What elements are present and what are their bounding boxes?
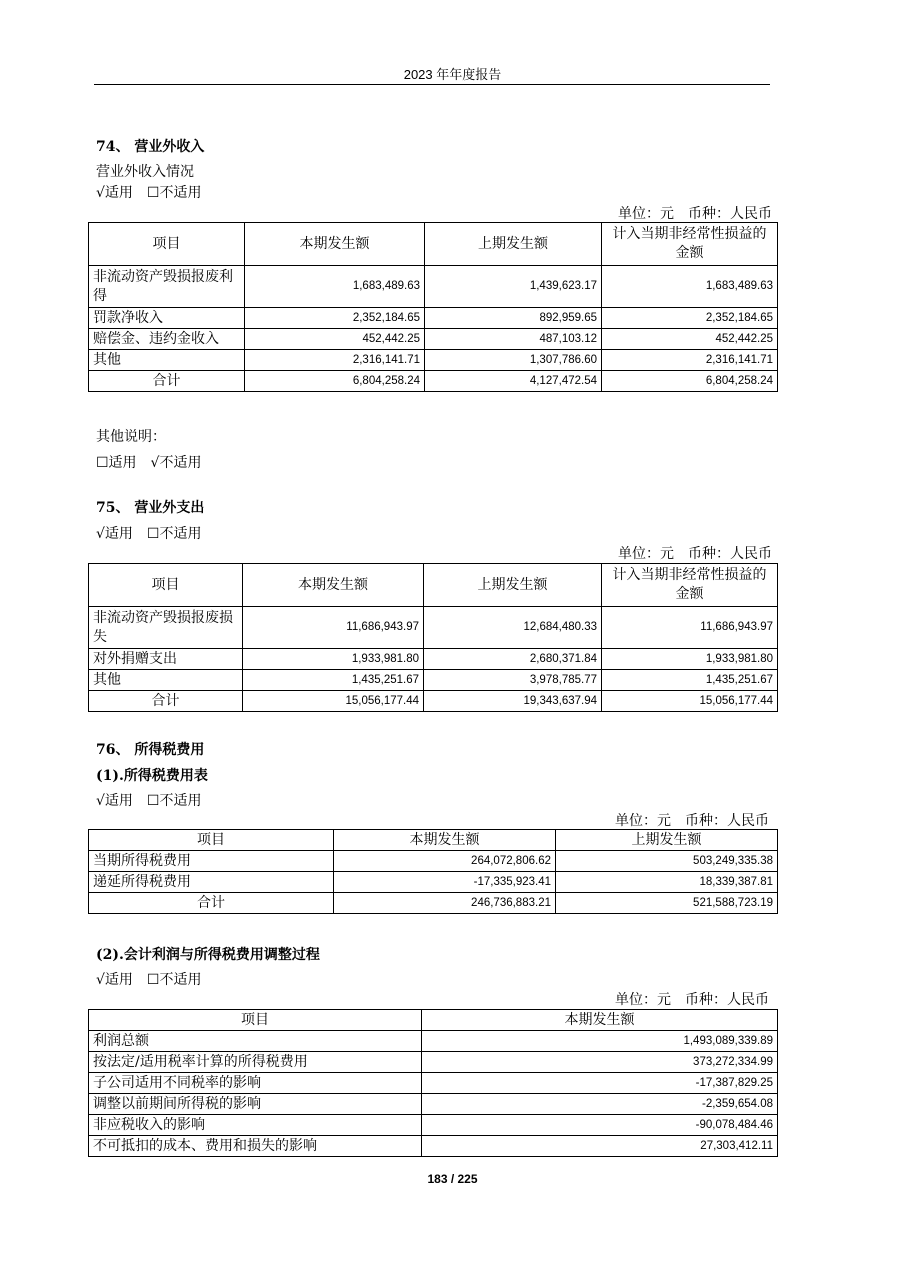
cell-value: 1,933,981.80: [243, 649, 424, 670]
cell-value: 18,339,387.81: [556, 872, 778, 893]
col-header: 上期发生额: [556, 830, 778, 851]
cell-value: 19,343,637.94: [424, 691, 602, 712]
section-76-heading: 76、 所得税费用: [96, 742, 205, 758]
other-note-applicability: ☐适用 √不适用: [96, 455, 202, 471]
row-label: 当期所得税费用: [89, 851, 334, 872]
col-header: 项目: [89, 830, 334, 851]
table-row: [89, 1094, 778, 1115]
row-label: 调整以前期间所得税的影响: [89, 1094, 422, 1115]
cell-value: 12,684,480.33: [424, 607, 602, 649]
cell-value: 246,736,883.21: [334, 893, 556, 914]
section-76-subheading-1: (1).所得税费用表: [96, 768, 208, 784]
cell-value: 1,493,089,339.89: [422, 1031, 778, 1052]
row-label: 赔偿金、违约金收入: [89, 329, 245, 350]
other-note-label: 其他说明：: [96, 429, 166, 445]
cell-value: 2,316,141.71: [602, 350, 778, 371]
table-row: [89, 1115, 778, 1136]
cell-value: 373,272,334.99: [422, 1052, 778, 1073]
section-74-subtitle: 营业外收入情况: [96, 164, 194, 180]
row-label: 对外捐赠支出: [89, 649, 243, 670]
section-75-applicability: √适用 ☐不适用: [96, 526, 202, 542]
row-label: 合计: [89, 893, 334, 914]
cell-value: 892,959.65: [425, 308, 602, 329]
section-75-unit-line: 单位：元 币种：人民币: [618, 546, 772, 562]
section-76-unit-line-2: 单位：元 币种：人民币: [615, 992, 769, 1008]
row-label: 罚款净收入: [89, 308, 245, 329]
table-total-row: [89, 691, 778, 712]
cell-value: 15,056,177.44: [602, 691, 778, 712]
col-header: 项目: [89, 1010, 422, 1031]
section-76-unit-line-1: 单位：元 币种：人民币: [615, 813, 769, 829]
table-income-tax-expense: [88, 829, 778, 914]
table-row: [89, 649, 778, 670]
row-label: 递延所得税费用: [89, 872, 334, 893]
cell-value: 452,442.25: [602, 329, 778, 350]
row-label: 非流动资产毁损报废利得: [89, 266, 245, 308]
cell-value: 2,352,184.65: [602, 308, 778, 329]
col-header: 上期发生额: [425, 223, 602, 266]
header-rule: [94, 84, 770, 85]
page-number: 183 / 225: [427, 1172, 478, 1186]
row-label: 合计: [89, 371, 245, 392]
table-total-row: [89, 893, 778, 914]
cell-value: 521,588,723.19: [556, 893, 778, 914]
table-row: [89, 872, 778, 893]
cell-value: 1,435,251.67: [602, 670, 778, 691]
table-row: [89, 670, 778, 691]
cell-value: 1,307,786.60: [425, 350, 602, 371]
cell-value: -17,335,923.41: [334, 872, 556, 893]
section-75-heading: 75、 营业外支出: [96, 500, 205, 516]
row-label: 其他: [89, 350, 245, 371]
col-header: 本期发生额: [334, 830, 556, 851]
row-label: 利润总额: [89, 1031, 422, 1052]
table-row: [89, 851, 778, 872]
table-row: [89, 266, 778, 308]
cell-value: 503,249,335.38: [556, 851, 778, 872]
col-header: 项目: [89, 564, 243, 607]
table-total-row: [89, 371, 778, 392]
table-non-operating-expense: [88, 563, 778, 712]
col-header: 计入当期非经常性损益的金额: [602, 223, 778, 266]
cell-value: 487,103.12: [425, 329, 602, 350]
report-header-title: 2023 年年度报告: [403, 67, 502, 82]
table-non-operating-income: [88, 222, 778, 392]
cell-value: 6,804,258.24: [602, 371, 778, 392]
table-row: [89, 1031, 778, 1052]
cell-value: -90,078,484.46: [422, 1115, 778, 1136]
section-74-heading: 74、 营业外收入: [96, 139, 205, 155]
col-header: 本期发生额: [243, 564, 424, 607]
cell-value: 27,303,412.11: [422, 1136, 778, 1157]
cell-value: 1,933,981.80: [602, 649, 778, 670]
row-label: 非流动资产毁损报废损失: [89, 607, 243, 649]
cell-value: 4,127,472.54: [425, 371, 602, 392]
cell-value: 2,680,371.84: [424, 649, 602, 670]
col-header: 计入当期非经常性损益的金额: [602, 564, 778, 607]
cell-value: -17,387,829.25: [422, 1073, 778, 1094]
section-76-applicability-2: √适用 ☐不适用: [96, 972, 202, 988]
table-row: [89, 329, 778, 350]
cell-value: 11,686,943.97: [602, 607, 778, 649]
row-label: 合计: [89, 691, 243, 712]
cell-value: 2,352,184.65: [245, 308, 425, 329]
table-row: [89, 1136, 778, 1157]
table-row: [89, 1052, 778, 1073]
cell-value: -2,359,654.08: [422, 1094, 778, 1115]
section-74-unit-line: 单位：元 币种：人民币: [618, 206, 772, 222]
col-header: 项目: [89, 223, 245, 266]
cell-value: 3,978,785.77: [424, 670, 602, 691]
table-row: [89, 308, 778, 329]
section-76-subheading-2: (2).会计利润与所得税费用调整过程: [96, 947, 320, 963]
cell-value: 1,435,251.67: [243, 670, 424, 691]
row-label: 子公司适用不同税率的影响: [89, 1073, 422, 1094]
table-row: [89, 607, 778, 649]
section-76-applicability-1: √适用 ☐不适用: [96, 793, 202, 809]
table-row: [89, 350, 778, 371]
table-row: [89, 1073, 778, 1094]
cell-value: 452,442.25: [245, 329, 425, 350]
cell-value: 2,316,141.71: [245, 350, 425, 371]
row-label: 其他: [89, 670, 243, 691]
cell-value: 1,439,623.17: [425, 266, 602, 308]
cell-value: 1,683,489.63: [602, 266, 778, 308]
col-header: 本期发生额: [245, 223, 425, 266]
row-label: 不可抵扣的成本、费用和损失的影响: [89, 1136, 422, 1157]
cell-value: 264,072,806.62: [334, 851, 556, 872]
col-header: 上期发生额: [424, 564, 602, 607]
table-tax-reconciliation: [88, 1009, 778, 1157]
cell-value: 15,056,177.44: [243, 691, 424, 712]
cell-value: 1,683,489.63: [245, 266, 425, 308]
cell-value: 11,686,943.97: [243, 607, 424, 649]
cell-value: 6,804,258.24: [245, 371, 425, 392]
section-74-applicability: √适用 ☐不适用: [96, 185, 202, 201]
row-label: 非应税收入的影响: [89, 1115, 422, 1136]
col-header: 本期发生额: [422, 1010, 778, 1031]
row-label: 按法定/适用税率计算的所得税费用: [89, 1052, 422, 1073]
